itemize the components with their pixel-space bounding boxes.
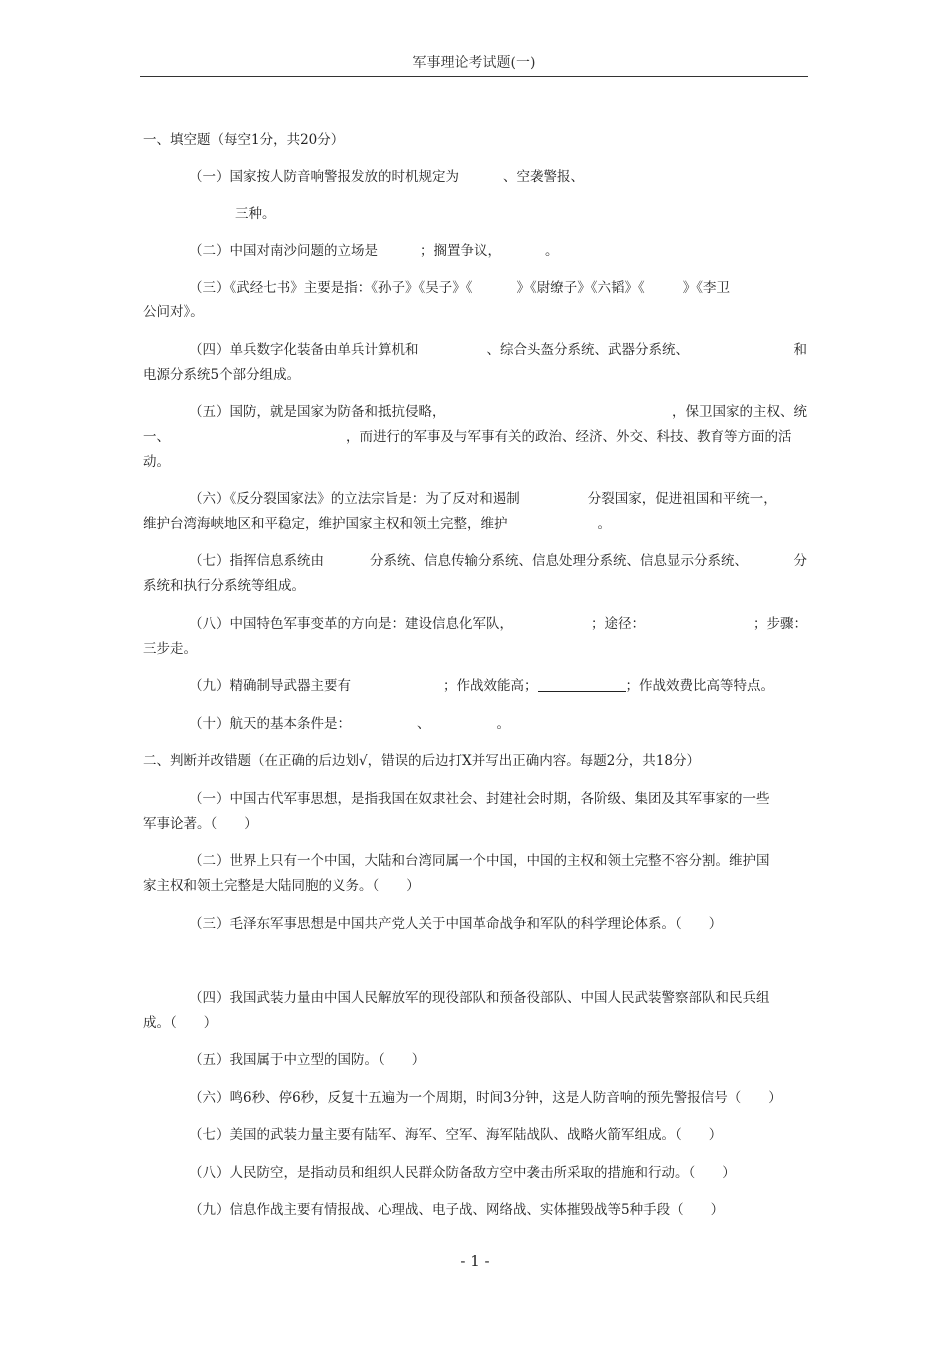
judge-question-8: （八）人民防空，是指动员和组织人民群众防备敌方空中袭击所采取的措施和行动。（ ） <box>189 1165 736 1181</box>
q8-continuation: 三步走。 <box>143 641 197 657</box>
q8-text-b: ；途径： <box>591 616 645 632</box>
judge-question-1-continuation: 军事论著。（ ） <box>143 816 258 832</box>
q3-text-a: （三）《武经七书》主要是指：《孙子》《吴子》《 <box>189 280 473 296</box>
q5-text-b: ，保卫国家的主权、统 <box>672 404 807 420</box>
q5-text-a: （五）国防，就是国家为防备和抵抗侵略， <box>189 404 446 420</box>
judge-question-9: （九）信息作战主要有情报战、心理战、电子战、网络战、实体摧毁战等5种手段（ ） <box>189 1202 725 1218</box>
fill-question-6 <box>143 487 807 512</box>
q6-line-2 <box>143 512 807 537</box>
fill-question-8 <box>143 612 807 637</box>
q6-text-d: 。 <box>597 516 611 532</box>
page-header-title: 军事理论考试题(一) <box>412 55 536 71</box>
fill-question-9 <box>143 674 807 699</box>
q5-text-d: ，而进行的军事及与军事有关的政治、经济、外交、科技、教育等方面的活 <box>346 429 792 445</box>
q8-text-a: （八）中国特色军事变革的方向是：建设信息化军队， <box>189 616 513 632</box>
q5-text-c: 一、 <box>143 429 170 445</box>
judge-question-6: （六）鸣6秒、停6秒，反复十五遍为一个周期，时间3分钟，这是人防音响的预先警报信号（ ） <box>189 1090 782 1106</box>
q7-text-b: 分系统、信息传输分系统、信息处理分系统、信息显示分系统、 <box>370 553 748 569</box>
q6-text-c: 维护台湾海峡地区和平稳定，维护国家主权和领土完整，维护 <box>143 516 508 532</box>
q9-text-c: ；作战效费比高等特点。 <box>625 678 774 694</box>
page-number: - 1 - <box>460 1252 490 1270</box>
q8-text-c: ；步骤： <box>753 616 807 632</box>
judge-question-1: （一）中国古代军事思想，是指我国在奴隶社会、封建社会时期，各阶级、集团及其军事家的一些 <box>189 791 770 807</box>
q4-text-c: 和 <box>793 342 807 358</box>
fill-question-2 <box>143 239 807 264</box>
judge-question-7: （七）美国的武装力量主要有陆军、海军、空军、海军陆战队、战略火箭军组成。（ ） <box>189 1127 723 1143</box>
fill-question-10 <box>143 712 807 737</box>
fill-question-7 <box>143 549 807 574</box>
fill-question-5 <box>143 400 807 425</box>
q4-continuation: 电源分系统5个部分组成。 <box>143 367 301 383</box>
q6-text-b: 分裂国家，促进祖国和平统一， <box>587 491 777 507</box>
judge-question-2: （二）世界上只有一个中国，大陆和台湾同属一个中国，中国的主权和领土完整不容分割。维护国 <box>189 853 770 869</box>
q2-text-b: ；搁置争议， <box>420 243 501 259</box>
fill-question-3 <box>143 276 807 301</box>
q10-text-a: （十）航天的基本条件是： <box>189 716 351 732</box>
section2-heading: 二、判断并改错题（在正确的后边划√，错误的后边打X并写出正确内容。每题2分，共18分） <box>143 753 700 769</box>
q7-continuation: 系统和执行分系统等组成。 <box>143 578 305 594</box>
q10-text-b: 、 <box>417 716 431 732</box>
q1-text-a: （一）国家按人防音响警报发放的时机规定为 <box>189 169 459 185</box>
judge-question-2-continuation: 家主权和领土完整是大陆同胞的义务。（ ） <box>143 878 420 894</box>
fill-question-4 <box>143 338 807 363</box>
q6-text-a: （六）《反分裂国家法》的立法宗旨是：为了反对和遏制 <box>189 491 520 507</box>
q9-underline-blank <box>538 677 626 692</box>
q5-line-3: 动。 <box>143 454 170 470</box>
q4-text-a: （四）单兵数字化装备由单兵计算机和 <box>189 342 419 358</box>
judge-question-4: （四）我国武装力量由中国人民解放军的现役部队和预备役部队、中国人民武装警察部队和民兵组 <box>189 990 770 1006</box>
q2-text-c: 。 <box>545 243 559 259</box>
q3-text-b: 》《尉缭子》《六韬》《 <box>516 280 645 296</box>
judge-question-5: （五）我国属于中立型的国防。（ ） <box>189 1052 426 1068</box>
q7-text-c: 分 <box>793 553 807 569</box>
q3-text-c: 》《李卫 <box>682 280 730 296</box>
section1-heading: 一、填空题（每空1分，共20分） <box>143 132 345 148</box>
q3-continuation: 公问对》。 <box>143 304 204 320</box>
header-divider <box>140 76 808 77</box>
fill-question-1 <box>143 165 807 190</box>
q1-continuation: 三种。 <box>235 206 276 222</box>
q1-text-b: 、空袭警报、 <box>503 169 584 185</box>
q2-text-a: （二）中国对南沙问题的立场是 <box>189 243 378 259</box>
judge-question-4-continuation: 成。（ ） <box>143 1015 218 1031</box>
q4-text-b: 、综合头盔分系统、武器分系统、 <box>486 342 689 358</box>
judge-question-3: （三）毛泽东军事思想是中国共产党人关于中国革命战争和军队的科学理论体系。（ ） <box>189 916 723 932</box>
q10-text-c: 。 <box>496 716 510 732</box>
q7-text-a: （七）指挥信息系统由 <box>189 553 324 569</box>
q9-text-a: （九）精确制导武器主要有 <box>189 678 351 694</box>
q9-text-b: ；作战效能高； <box>443 678 538 694</box>
q5-line-2 <box>143 425 807 450</box>
